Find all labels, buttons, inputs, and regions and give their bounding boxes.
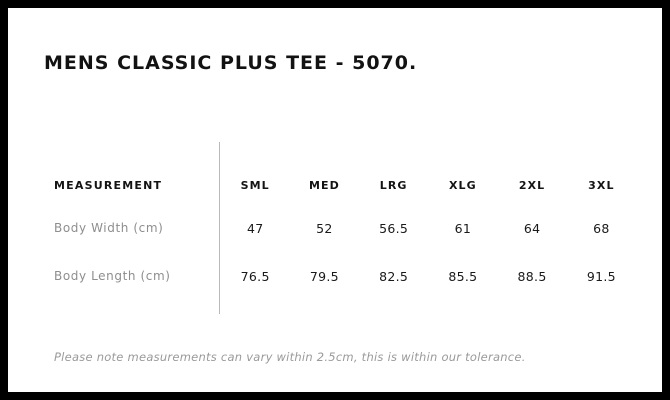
table-body [44, 204, 636, 300]
cell-body-width-3xl: 68 [593, 220, 610, 236]
size-chart-page [8, 8, 662, 392]
cell-body-length-sml: 76.5 [240, 268, 270, 284]
cell-body-length-lrg: 82.5 [379, 268, 409, 284]
column-header-sml: SML [240, 178, 270, 192]
column-header-measurement: MEASUREMENT [54, 178, 163, 192]
page-title: MENS CLASSIC PLUS TEE - 5070. [44, 52, 418, 74]
cell-body-length-3xl: 91.5 [586, 268, 616, 284]
cell-body-width-2xl: 64 [523, 220, 541, 236]
tolerance-note: Please note measurements can vary within 2.5cm, this is within our tolerance. [54, 350, 526, 364]
column-header-med: MED [308, 178, 340, 192]
cell-body-length-xlg: 85.5 [448, 268, 478, 284]
column-header-3xl: 3XL [588, 178, 615, 192]
table-row [44, 252, 636, 300]
cell-body-length-med: 79.5 [309, 268, 339, 284]
cell-body-width-lrg: 56.5 [379, 220, 409, 236]
cell-body-width-med: 52 [316, 220, 333, 236]
cell-body-length-2xl: 88.5 [517, 268, 547, 284]
column-header-2xl: 2XL [518, 178, 546, 192]
row-label-body-length: Body Length (cm) [54, 269, 171, 283]
cell-body-width-sml: 47 [246, 220, 264, 236]
cell-body-width-xlg: 61 [454, 220, 472, 236]
column-header-xlg: XLG [448, 178, 477, 192]
table-row [44, 204, 636, 252]
size-chart-table [44, 166, 636, 300]
column-header-lrg: LRG [379, 178, 408, 192]
table-header [44, 166, 636, 204]
row-label-body-width: Body Width (cm) [54, 221, 164, 235]
table-header-row [44, 166, 636, 204]
